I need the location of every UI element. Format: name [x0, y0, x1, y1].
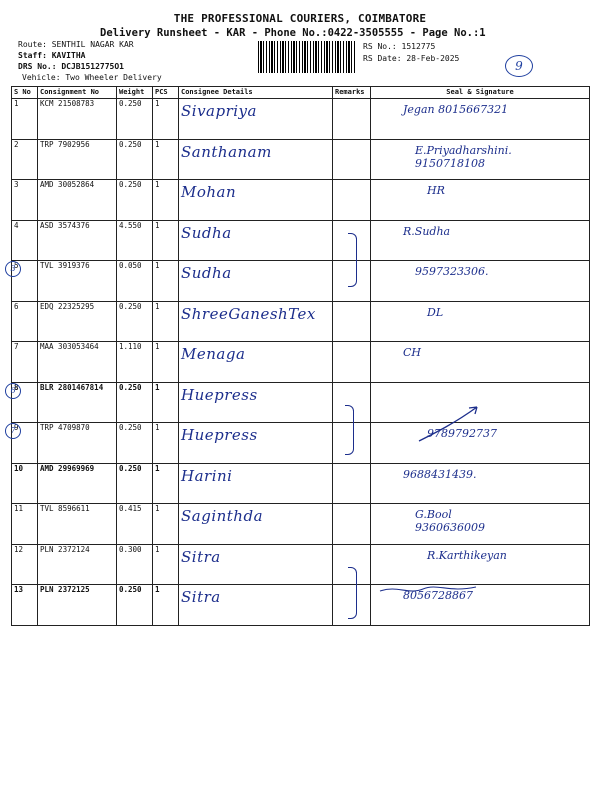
row-consignment-no: TVL 8596611 — [38, 504, 117, 545]
row-remarks — [333, 504, 371, 545]
handwritten-consignee-name: Harini — [181, 466, 233, 485]
handwritten-consignee-name: ShreeGaneshTex — [181, 304, 316, 323]
vehicle-value: Two Wheeler Delivery — [65, 73, 162, 82]
col-header-sno: S No — [12, 87, 38, 99]
row-consignment-no: ASD 3574376 — [38, 220, 117, 261]
row-consignee-cell — [179, 423, 333, 464]
row-signature-cell — [371, 504, 590, 545]
table-row — [12, 504, 590, 545]
handwritten-consignee-name: Saginthda — [181, 507, 264, 525]
handwritten-signature: HR — [427, 184, 445, 197]
drs-label: DRS No.: — [18, 62, 57, 71]
handwritten-signature: DL — [427, 305, 444, 319]
staff-label: Staff: — [18, 51, 47, 60]
remark-bracket-12-13 — [348, 567, 357, 619]
handwritten-signature: E.Priyadharshini. 9150718108 — [415, 143, 512, 170]
row-weight: 1.110 — [117, 342, 153, 383]
row-sno: 3 — [12, 180, 38, 221]
company-title: THE PROFESSIONAL COURIERS, COIMBATORE — [173, 12, 427, 25]
handwritten-consignee-name: Sitra — [181, 588, 221, 606]
row-pcs: 1 — [153, 423, 179, 464]
row-weight: 0.050 — [117, 261, 153, 302]
handwritten-consignee-name: Sitra — [181, 547, 221, 566]
table-row — [12, 99, 590, 140]
circled-count-mark: 9 — [505, 55, 533, 77]
row-consignee-cell — [179, 544, 333, 585]
row-sno: 2 — [12, 139, 38, 180]
drs-value: DCJB1512775O1 — [61, 62, 124, 71]
handwritten-consignee-name: Mohan — [181, 183, 237, 201]
table-row — [12, 544, 590, 585]
row-consignment-no: PLN 2372125 — [38, 585, 117, 626]
handwritten-signature: CH — [403, 346, 422, 359]
table-row — [12, 585, 590, 626]
route-value: SENTHIL NAGAR KAR — [51, 40, 134, 49]
row-consignee-cell — [179, 504, 333, 545]
handwritten-consignee-name: Santhanam — [181, 142, 272, 161]
row-signature-cell — [371, 139, 590, 180]
row-consignment-no: AMD 29969969 — [38, 463, 117, 504]
row-consignment-no: TRP 4709870 — [38, 423, 117, 464]
row-pcs: 1 — [153, 99, 179, 140]
row-sno: 13 — [12, 585, 38, 626]
table-row — [12, 463, 590, 504]
rs-date-value: 28-Feb-2025 — [406, 54, 460, 63]
handwritten-signature: 9688431439. — [403, 467, 477, 481]
row-signature-cell — [371, 342, 590, 383]
route-label: Route: — [18, 40, 47, 49]
handwritten-signature: R.Karthikeyan — [427, 548, 507, 562]
row-consignee-cell — [179, 382, 333, 423]
row-pcs: 1 — [153, 139, 179, 180]
handwritten-consignee-name: Menaga — [181, 345, 246, 363]
handwritten-signature: G.Bool 9360636009 — [415, 508, 485, 534]
row-signature-cell — [371, 261, 590, 302]
row-weight: 0.415 — [117, 504, 153, 545]
remark-bracket-8-9 — [345, 405, 354, 455]
staff-line — [18, 51, 85, 60]
row-sno: 9 — [12, 423, 38, 464]
row-sno: 6 — [12, 301, 38, 342]
row-consignee-cell — [179, 463, 333, 504]
rs-no-line — [363, 42, 435, 51]
row-sno: 10 — [12, 463, 38, 504]
handwritten-signature — [373, 383, 587, 387]
row-consignment-no: PLN 2372124 — [38, 544, 117, 585]
col-header-remarks: Remarks — [333, 87, 371, 99]
handwritten-signature: Jegan 8015667321 — [403, 103, 509, 116]
handwritten-consignee-name: Huepress — [181, 426, 258, 444]
signature-squiggle — [378, 583, 478, 597]
row-pcs: 1 — [153, 220, 179, 261]
handwritten-signature: R.Sudha — [403, 224, 451, 238]
table-row — [12, 261, 590, 302]
row-weight: 0.250 — [117, 423, 153, 464]
row-weight: 0.250 — [117, 180, 153, 221]
staff-value: KAVITHA — [51, 51, 86, 60]
row-consignee-cell — [179, 220, 333, 261]
row-consignee-cell — [179, 301, 333, 342]
delivery-table — [11, 86, 590, 626]
handwritten-signature: 9789792737 — [427, 427, 497, 440]
row-consignment-no: TRP 7902956 — [38, 139, 117, 180]
row-remarks — [333, 463, 371, 504]
row-remarks — [333, 342, 371, 383]
row-weight: 4.550 — [117, 220, 153, 261]
table-header-row — [12, 87, 590, 99]
row-weight: 0.250 — [117, 301, 153, 342]
row-pcs: 1 — [153, 342, 179, 383]
row-pcs: 1 — [153, 544, 179, 585]
table-row — [12, 180, 590, 221]
row-weight: 0.250 — [117, 463, 153, 504]
row-consignee-cell — [179, 342, 333, 383]
row-consignee-cell — [179, 139, 333, 180]
row-weight: 0.250 — [117, 382, 153, 423]
row-pcs: 1 — [153, 585, 179, 626]
delivery-arrow-scribble — [415, 395, 495, 445]
table-row — [12, 139, 590, 180]
table-row — [12, 301, 590, 342]
row-sno: 11 — [12, 504, 38, 545]
vehicle-line — [22, 73, 162, 82]
barcode-image — [258, 41, 356, 73]
handwritten-consignee-name: Huepress — [181, 385, 258, 404]
row-remarks — [333, 301, 371, 342]
rs-date-label: RS Date: — [363, 54, 402, 63]
row-signature-cell — [371, 463, 590, 504]
col-header-consignment: Consignment No — [38, 87, 117, 99]
rs-no-value: 1512775 — [401, 42, 436, 51]
table-row — [12, 342, 590, 383]
table-row — [12, 220, 590, 261]
row-sno: 7 — [12, 342, 38, 383]
row-pcs: 1 — [153, 301, 179, 342]
row-consignment-no: BLR 2801467814 — [38, 382, 117, 423]
handwritten-signature: 9597323306. — [415, 265, 489, 278]
row-consignee-cell — [179, 261, 333, 302]
row-signature-cell — [371, 220, 590, 261]
row-sno: 12 — [12, 544, 38, 585]
row-weight: 0.250 — [117, 585, 153, 626]
row-pcs: 1 — [153, 382, 179, 423]
row-consignee-cell — [179, 180, 333, 221]
row-remarks — [333, 180, 371, 221]
row-pcs: 1 — [153, 180, 179, 221]
row-sno: 1 — [12, 99, 38, 140]
rs-date-line — [363, 54, 459, 63]
row-consignment-no: MAA 303053464 — [38, 342, 117, 383]
row-weight: 0.300 — [117, 544, 153, 585]
circled-row-mark: 6 — [5, 383, 21, 399]
row-pcs: 1 — [153, 261, 179, 302]
route-line — [18, 40, 134, 49]
row-weight: 0.250 — [117, 139, 153, 180]
col-header-signature: Seal & Signature — [371, 87, 590, 99]
vehicle-label: Vehicle: — [22, 73, 61, 82]
row-signature-cell — [371, 301, 590, 342]
row-signature-cell — [371, 99, 590, 140]
handwritten-consignee-name: Sudha — [181, 223, 232, 242]
row-consignment-no: AMD 30052864 — [38, 180, 117, 221]
row-sno: 8 — [12, 382, 38, 423]
row-consignment-no: TVL 3919376 — [38, 261, 117, 302]
table-row — [12, 382, 590, 423]
circled-row-mark: 7 — [5, 423, 21, 439]
row-consignment-no: EDQ 22325295 — [38, 301, 117, 342]
row-signature-cell — [371, 180, 590, 221]
col-header-weight: Weight — [117, 87, 153, 99]
col-header-consignee: Consignee Details — [179, 87, 333, 99]
remark-bracket-4-5 — [348, 233, 357, 287]
row-signature-cell — [371, 544, 590, 585]
row-consignee-cell — [179, 99, 333, 140]
handwritten-signature: 8056728867 — [403, 589, 473, 602]
col-header-pcs: PCS — [153, 87, 179, 99]
row-consignee-cell — [179, 585, 333, 626]
row-remarks — [333, 139, 371, 180]
row-consignment-no: KCM 21508783 — [38, 99, 117, 140]
rs-no-label: RS No.: — [363, 42, 397, 51]
drs-line — [18, 62, 124, 71]
row-remarks — [333, 99, 371, 140]
handwritten-consignee-name: Sivapriya — [181, 102, 257, 120]
table-row — [12, 423, 590, 464]
row-pcs: 1 — [153, 504, 179, 545]
row-sno: 5 — [12, 261, 38, 302]
row-sno: 4 — [12, 220, 38, 261]
row-pcs: 1 — [153, 463, 179, 504]
runsheet-subtitle: Delivery Runsheet - KAR - Phone No.:0422-3505555 - Page No.:1 — [100, 27, 486, 39]
handwritten-consignee-name: Sudha — [181, 264, 232, 282]
circled-row-mark: 3 — [5, 261, 21, 277]
row-weight: 0.250 — [117, 99, 153, 140]
